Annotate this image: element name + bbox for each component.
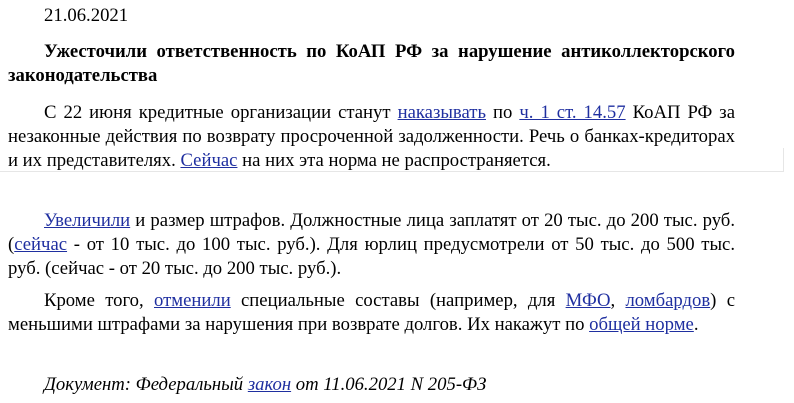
paragraph-3-text-1: Кроме того,: [44, 290, 154, 311]
paragraph-2-text-2: - от 10 тыс. до 100 тыс. руб.). Для юрлиц предусмотрели от 50 тыс. до 500 тыс. руб. (сейчас - от 20 тыс. до 200 тыс. руб.).: [8, 234, 735, 279]
link-cancelled[interactable]: отменили: [154, 290, 231, 311]
link-punish[interactable]: наказывать: [397, 102, 486, 123]
paragraph-2-text-1: и размер штрафов. Должностные лица заплатят от 20 тыс. до 200 тыс. руб. (: [8, 210, 735, 255]
document-reference-text-1: Документ: Федеральный: [44, 374, 248, 395]
paragraph-1-text-4: на них эта норма не распространяется.: [237, 150, 551, 171]
paragraph-1: [8, 101, 735, 173]
paragraph-1-text-3: КоАП РФ за незаконные действия по возврату просроченной задолженности. Речь о банках-кредиторах и их представителях.: [8, 102, 735, 171]
news-title: Ужесточили ответственность по КоАП РФ за нарушение антиколлекторского законодательства: [8, 41, 735, 86]
link-mfo[interactable]: МФО: [565, 290, 611, 311]
paragraph-2: [8, 209, 735, 281]
link-pawnshops[interactable]: ломбардов: [625, 290, 711, 311]
link-increased[interactable]: Увеличили: [44, 210, 131, 231]
link-now-fines[interactable]: сейчас: [14, 234, 68, 255]
paragraph-3-text-4: ) с меньшими штрафами за нарушения при возврате долгов. Их накажут по: [8, 290, 735, 335]
paragraph-1-text-1: С 22 июня кредитные организации станут: [44, 102, 398, 123]
paragraph-3-text-3: ,: [610, 290, 626, 311]
divider-line: [0, 171, 784, 172]
paragraph-3-text-2: специальные составы (например, для: [230, 290, 566, 311]
link-law[interactable]: закон: [247, 374, 292, 395]
divider-edge: [783, 148, 784, 171]
document-reference: [44, 373, 486, 397]
document-reference-text-2: от 11.06.2021 N 205-ФЗ: [291, 374, 487, 395]
paragraph-3: [8, 289, 735, 337]
link-general-norm[interactable]: общей норме: [589, 314, 694, 335]
paragraph-1-text-2: по: [485, 102, 520, 123]
publication-date: 21.06.2021: [44, 5, 129, 26]
paragraph-3-text-5: .: [693, 314, 699, 335]
link-now[interactable]: Сейчас: [180, 150, 238, 171]
link-article-14-57[interactable]: ч. 1 ст. 14.57: [519, 102, 626, 123]
